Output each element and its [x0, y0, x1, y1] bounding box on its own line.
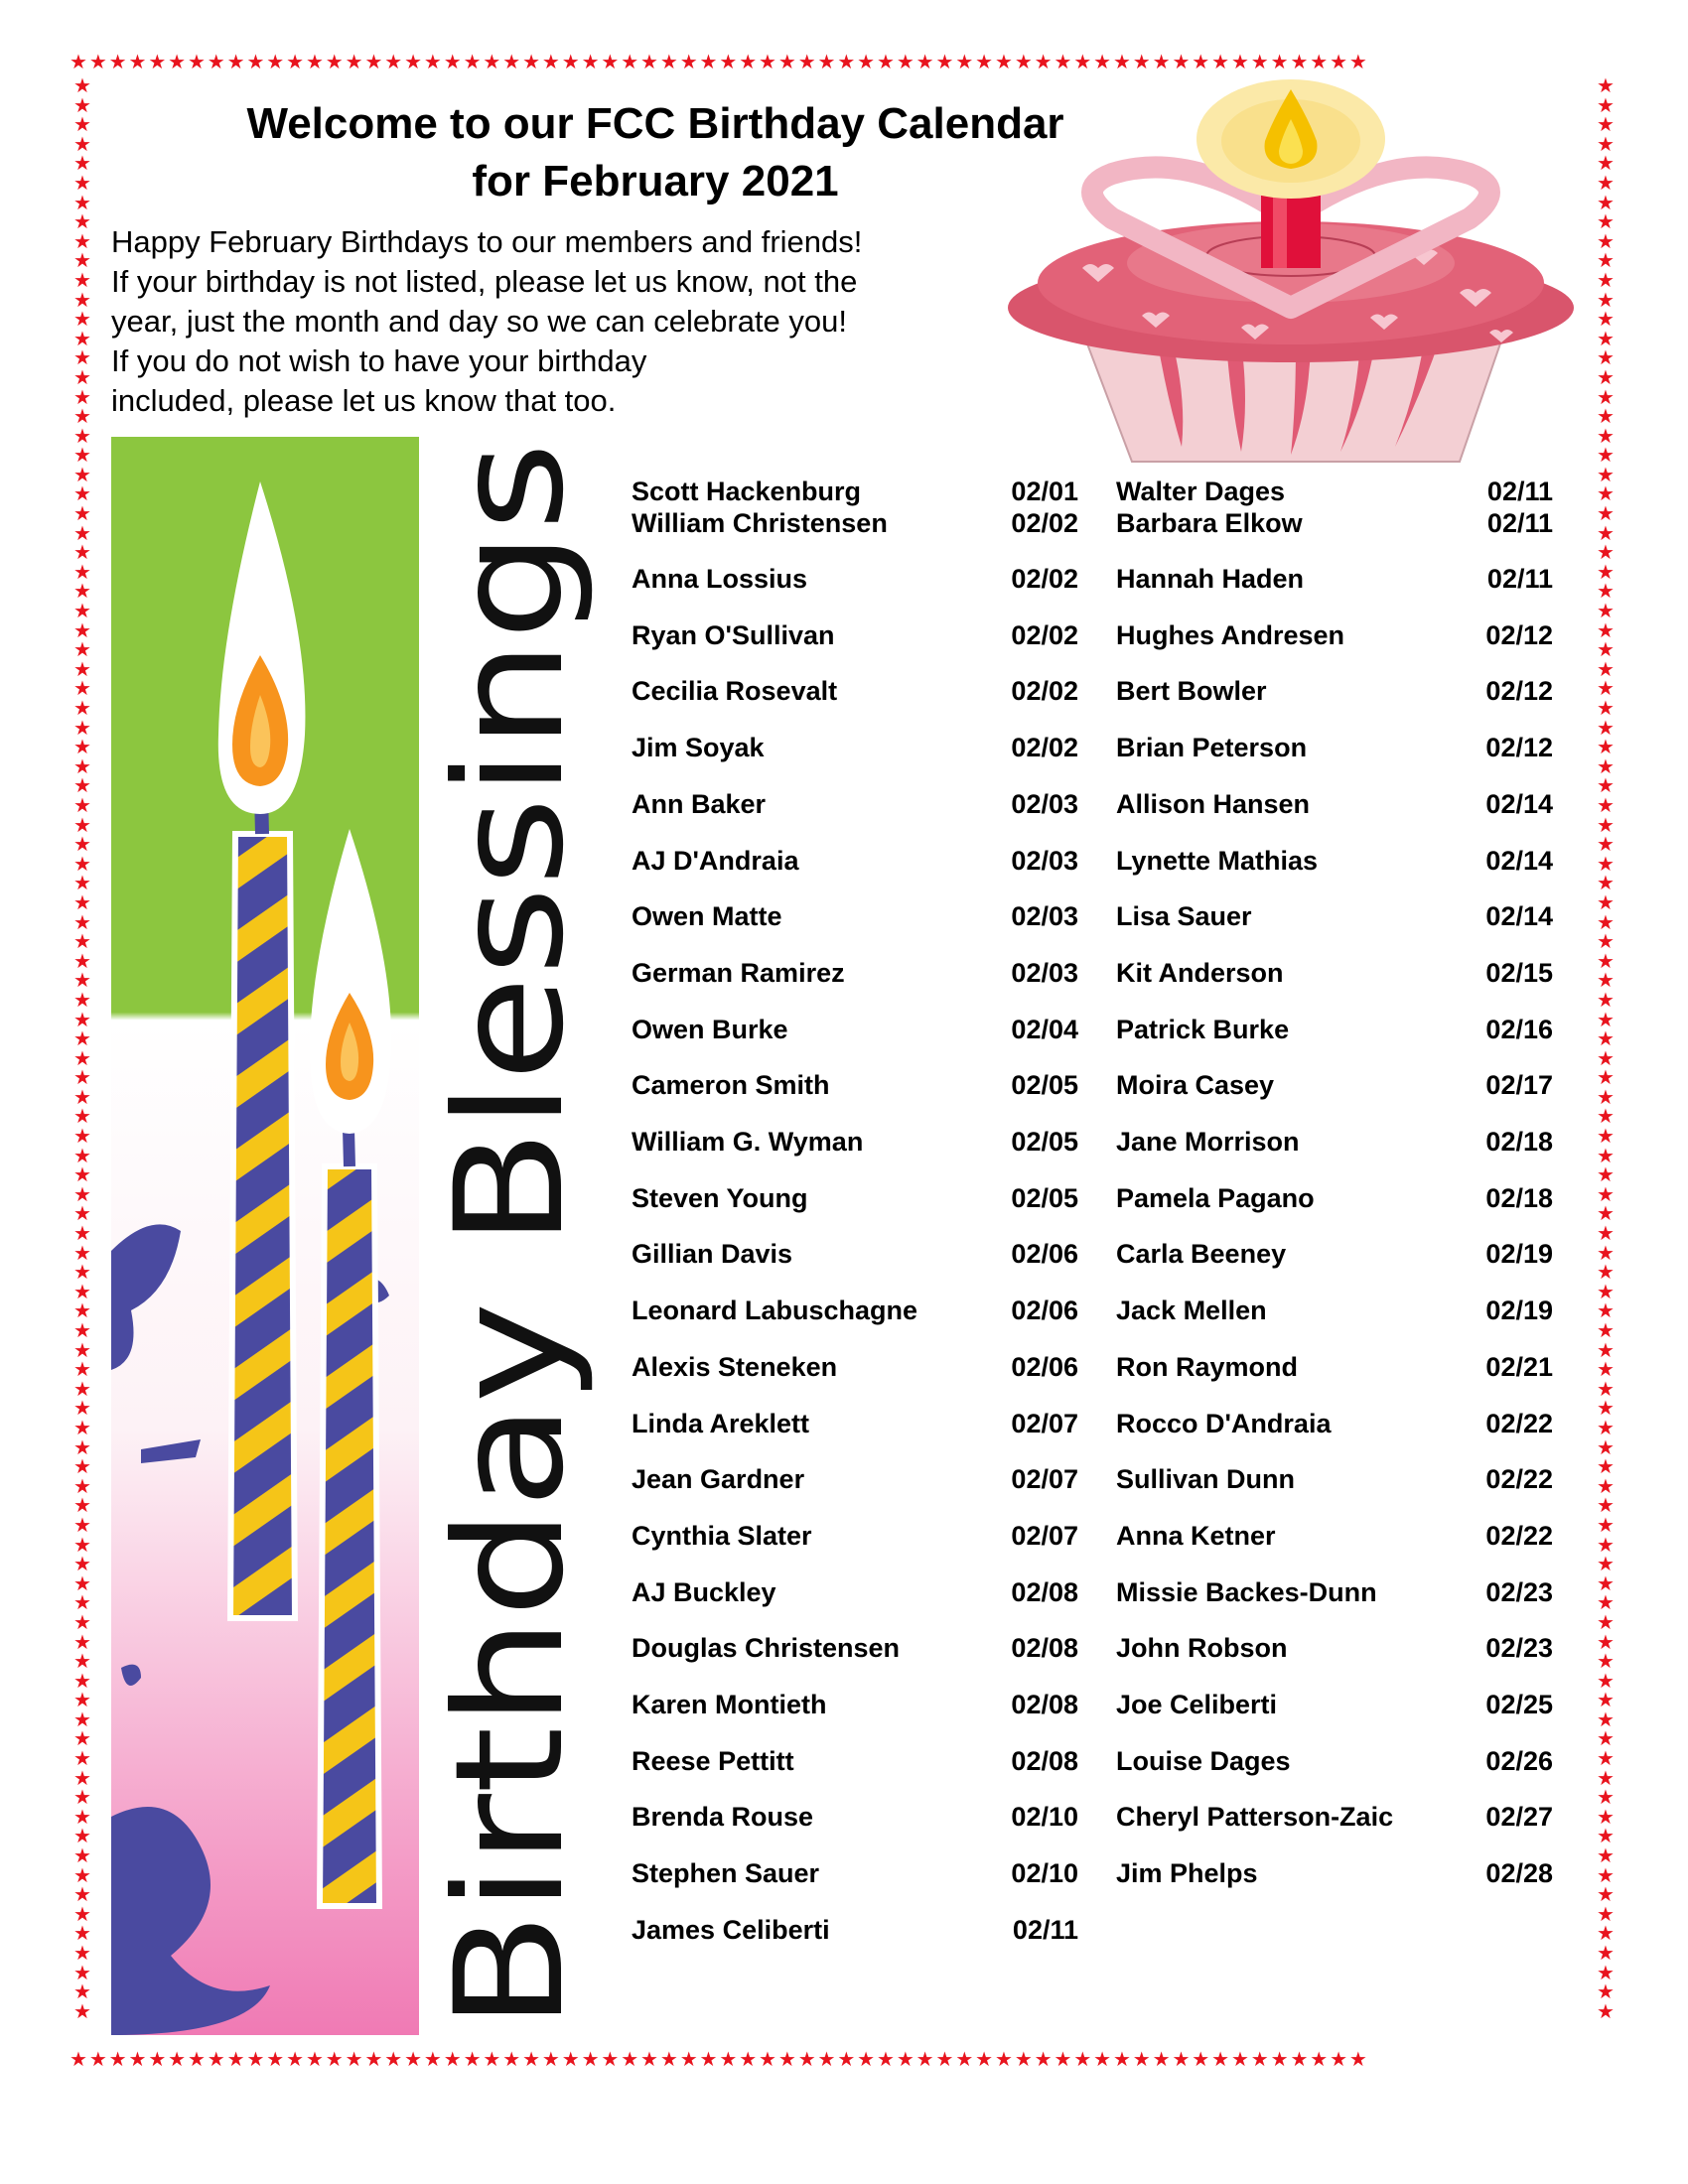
- member-name: Hannah Haden: [1116, 564, 1305, 594]
- title-line-1: Welcome to our FCC Birthday Calendar: [246, 99, 1064, 148]
- member-name: Ron Raymond: [1116, 1351, 1299, 1382]
- member-name: Reese Pettitt: [632, 1745, 794, 1776]
- birthday-entry: [632, 1744, 1078, 1778]
- birthday-entry: [632, 1350, 1078, 1384]
- member-name: Ann Baker: [632, 788, 767, 819]
- birthday-date: 02/05: [1011, 1127, 1078, 1157]
- birthday-date: 02/03: [1011, 957, 1078, 988]
- birthday-date: 02/06: [1011, 1351, 1078, 1382]
- birthday-date: 02/12: [1485, 619, 1553, 650]
- birthday-entry: [1116, 1068, 1553, 1102]
- birthday-date: 02/07: [1011, 1408, 1078, 1438]
- member-name: Kit Anderson: [1116, 957, 1284, 988]
- member-name: William G. Wyman: [632, 1127, 864, 1157]
- birthday-date: 02/06: [1011, 1239, 1078, 1270]
- birthday-date: 02/07: [1011, 1520, 1078, 1551]
- member-name: Linda Areklett: [632, 1408, 810, 1438]
- birthday-date: 02/02: [1011, 676, 1078, 707]
- birthday-entry: [1116, 1294, 1553, 1327]
- birthday-entry: [632, 1181, 1078, 1215]
- birthday-entry: [632, 475, 1078, 508]
- birthday-entry: [632, 674, 1078, 708]
- birthday-date: 02/22: [1485, 1408, 1553, 1438]
- birthday-entry: [632, 731, 1078, 764]
- birthday-entry: [632, 844, 1078, 878]
- birthday-entry: [1116, 1575, 1553, 1609]
- birthday-entry: [632, 1800, 1078, 1834]
- birthday-entry: [1116, 1462, 1553, 1496]
- birthday-date: 02/11: [1486, 477, 1553, 506]
- member-name: Barbara Elkow: [1116, 508, 1303, 538]
- birthday-entry: [632, 899, 1078, 933]
- member-name: Brenda Rouse: [632, 1802, 814, 1833]
- birthday-entry: [632, 1631, 1078, 1665]
- birthday-entry: [1116, 899, 1553, 933]
- member-name: Carla Beeney: [1116, 1239, 1287, 1270]
- member-name: Anna Ketner: [1116, 1520, 1276, 1551]
- birthday-entry: [632, 506, 1078, 540]
- member-name: Anna Lossius: [632, 564, 808, 594]
- birthday-entry: [1116, 1125, 1553, 1159]
- birthday-date: 02/14: [1485, 845, 1553, 876]
- birthday-entry: [632, 1519, 1078, 1553]
- birthday-entry: [1116, 1631, 1553, 1665]
- member-name: Joe Celiberti: [1116, 1690, 1278, 1719]
- birthday-entry: [632, 1407, 1078, 1440]
- birthday-date: 02/27: [1485, 1802, 1553, 1833]
- birthday-entry: [1116, 1013, 1553, 1046]
- member-name: William Christensen: [632, 508, 888, 538]
- star-border-left: ★ ★ ★ ★ ★ ★ ★ ★ ★ ★ ★ ★ ★ ★ ★ ★ ★ ★ ★ ★ ★ ★ ★ ★ ★ ★ ★ ★ ★ ★ ★ ★ ★ ★ ★ ★ ★ ★ ★ ★ ★ ★ ★ ★ ★ ★ ★ ★ ★ ★ ★ ★ ★ ★ ★ ★ ★ ★ ★ ★ ★ ★ ★ ★ ★ ★ ★ ★ ★ ★ ★ ★ ★ ★ ★ ★ ★ ★ ★ ★ ★ ★ ★ ★ ★ ★ ★ ★ ★ ★ ★ ★ ★ ★ ★ ★ ★ ★ ★ ★: [73, 75, 91, 2023]
- member-name: Bert Bowler: [1116, 676, 1267, 707]
- birthday-entry: [1116, 562, 1553, 596]
- birthday-entry: [632, 562, 1078, 596]
- birthday-entry: [632, 956, 1078, 990]
- birthday-date: 02/21: [1485, 1351, 1553, 1382]
- member-name: German Ramirez: [632, 957, 845, 988]
- birthday-entry: [632, 1068, 1078, 1102]
- birthday-entry: [1116, 1350, 1553, 1384]
- birthday-date: 02/06: [1011, 1296, 1078, 1326]
- member-name: John Robson: [1116, 1633, 1288, 1664]
- member-name: Hughes Andresen: [1116, 619, 1345, 650]
- member-name: Allison Hansen: [1116, 788, 1311, 819]
- member-name: Cameron Smith: [632, 1070, 830, 1101]
- intro-line-1: Happy February Birthdays to our members and friends!: [111, 224, 863, 259]
- birthday-entry: [1116, 618, 1553, 652]
- member-name: Owen Matte: [632, 901, 782, 932]
- birthday-date: 02/19: [1485, 1296, 1553, 1326]
- birthday-entry: [632, 1125, 1078, 1159]
- birthday-blessings-banner: [424, 437, 597, 2035]
- member-name: James Celiberti: [632, 1914, 830, 1945]
- birthday-entry: [632, 618, 1078, 652]
- member-name: Owen Burke: [632, 1014, 788, 1044]
- member-name: Moira Casey: [1116, 1070, 1275, 1101]
- member-name: Leonard Labuschagne: [632, 1296, 918, 1326]
- birthday-date: 02/16: [1485, 1014, 1553, 1044]
- member-name: Steven Young: [632, 1182, 808, 1213]
- birthday-date: 02/11: [1486, 508, 1553, 538]
- birthday-entry: [632, 1013, 1078, 1046]
- birthday-date: 02/15: [1485, 957, 1553, 988]
- birthday-entry: [632, 787, 1078, 821]
- birthday-date: 02/14: [1485, 901, 1553, 932]
- birthday-entry: [1116, 475, 1553, 508]
- birthday-entry: [1116, 1744, 1553, 1778]
- birthday-date: 02/23: [1485, 1633, 1553, 1664]
- member-name: AJ Buckley: [632, 1576, 776, 1607]
- birthday-entry: [632, 1688, 1078, 1721]
- member-name: Louise Dages: [1116, 1745, 1291, 1776]
- birthday-date: 02/05: [1011, 1182, 1078, 1213]
- birthday-date: 02/18: [1485, 1127, 1553, 1157]
- member-name: Stephen Sauer: [632, 1858, 820, 1889]
- member-name: Walter Dages: [1116, 477, 1286, 506]
- birthday-date: 02/23: [1485, 1576, 1553, 1607]
- birthday-date: 02/12: [1485, 676, 1553, 707]
- birthday-date: 02/01: [1011, 477, 1078, 506]
- birthday-date: 02/19: [1485, 1239, 1553, 1270]
- birthday-entry: [1116, 1856, 1553, 1890]
- star-border-top: ★★★★★★★★★★★★★★★★★★★★★★★★★★★★★★★★★★★★★★★★★★★★★★★★★★★★★★★★★★★★★★★★★★: [70, 52, 1369, 73]
- member-name: Douglas Christensen: [632, 1633, 901, 1664]
- birthday-date: 02/18: [1485, 1182, 1553, 1213]
- member-name: Scott Hackenburg: [632, 477, 862, 506]
- birthday-date: 02/04: [1011, 1014, 1078, 1044]
- member-name: Cecilia Rosevalt: [632, 676, 838, 707]
- birthday-date: 02/08: [1011, 1745, 1078, 1776]
- birthday-entry: [632, 1294, 1078, 1327]
- intro-text: [111, 222, 965, 421]
- intro-line-3: year, just the month and day so we can celebrate you!: [111, 304, 848, 339]
- member-name: Jack Mellen: [1116, 1296, 1267, 1326]
- birthday-date: 02/26: [1485, 1745, 1553, 1776]
- birthday-entry: [1116, 787, 1553, 821]
- birthday-entry: [1116, 506, 1553, 540]
- birthday-date: 02/10: [1011, 1858, 1078, 1889]
- birthday-date: 02/12: [1485, 733, 1553, 763]
- birthday-date: 02/08: [1011, 1576, 1078, 1607]
- member-name: Jim Phelps: [1116, 1858, 1258, 1889]
- birthday-date: 02/02: [1011, 564, 1078, 594]
- star-border-bottom: ★★★★★★★★★★★★★★★★★★★★★★★★★★★★★★★★★★★★★★★★★★★★★★★★★★★★★★★★★★★★★★★★★★: [70, 2049, 1369, 2071]
- birthday-entry: [1116, 1181, 1553, 1215]
- birthday-entry: [1116, 1519, 1553, 1553]
- birthday-entry: [1116, 674, 1553, 708]
- member-name: Ryan O'Sullivan: [632, 619, 835, 650]
- birthday-date: 02/07: [1011, 1464, 1078, 1495]
- birthday-entry: [632, 1462, 1078, 1496]
- birthday-entry: [1116, 1688, 1553, 1721]
- member-name: Sullivan Dunn: [1116, 1464, 1296, 1495]
- member-name: Gillian Davis: [632, 1239, 793, 1270]
- birthday-date: 02/14: [1485, 788, 1553, 819]
- member-name: Jim Soyak: [632, 733, 765, 763]
- member-name: Pamela Pagano: [1116, 1182, 1315, 1213]
- birthday-date: 02/02: [1011, 619, 1078, 650]
- member-name: Jane Morrison: [1116, 1127, 1300, 1157]
- star-border-right: ★ ★ ★ ★ ★ ★ ★ ★ ★ ★ ★ ★ ★ ★ ★ ★ ★ ★ ★ ★ ★ ★ ★ ★ ★ ★ ★ ★ ★ ★ ★ ★ ★ ★ ★ ★ ★ ★ ★ ★ ★ ★ ★ ★ ★ ★ ★ ★ ★ ★ ★ ★ ★ ★ ★ ★ ★ ★ ★ ★ ★ ★ ★ ★ ★ ★ ★ ★ ★ ★ ★ ★ ★ ★ ★ ★ ★ ★ ★ ★ ★ ★ ★ ★ ★ ★ ★ ★ ★ ★ ★ ★ ★ ★ ★ ★ ★ ★ ★ ★: [1597, 75, 1615, 2023]
- birthday-date: 02/02: [1011, 733, 1078, 763]
- birthday-date: 02/02: [1011, 508, 1078, 538]
- birthday-date: 02/10: [1011, 1802, 1078, 1833]
- birthday-date: 02/03: [1011, 788, 1078, 819]
- birthday-entry: [1116, 956, 1553, 990]
- member-name: Jean Gardner: [632, 1464, 805, 1495]
- birthday-entry: [1116, 1800, 1553, 1834]
- cupcake-icon: [993, 79, 1579, 481]
- birthday-date: 02/22: [1485, 1464, 1553, 1495]
- birthday-date: 02/03: [1011, 845, 1078, 876]
- birthday-candles-icon: [111, 437, 419, 2040]
- birthday-date: 02/08: [1011, 1690, 1078, 1719]
- member-name: Karen Montieth: [632, 1690, 827, 1719]
- birthday-date: 02/11: [1012, 1914, 1078, 1945]
- intro-line-2: If your birthday is not listed, please let us know, not the: [111, 264, 858, 299]
- birthday-entry: [1116, 1407, 1553, 1440]
- birthday-entry: [1116, 844, 1553, 878]
- birthday-entry: [632, 1913, 1078, 1947]
- member-name: Alexis Steneken: [632, 1351, 838, 1382]
- birthday-date: 02/22: [1485, 1520, 1553, 1551]
- birthday-date: 02/17: [1485, 1070, 1553, 1101]
- birthday-date: 02/03: [1011, 901, 1078, 932]
- member-name: Cheryl Patterson-Zaic: [1116, 1802, 1394, 1833]
- birthday-entry: [1116, 1237, 1553, 1271]
- birthday-entry: [632, 1237, 1078, 1271]
- birthday-date: 02/28: [1485, 1858, 1553, 1889]
- member-name: Brian Peterson: [1116, 733, 1308, 763]
- birthday-date: 02/11: [1486, 564, 1553, 594]
- banner-text: Birthday Blessings: [424, 653, 597, 2030]
- member-name: Patrick Burke: [1116, 1014, 1290, 1044]
- member-name: Missie Backes-Dunn: [1116, 1576, 1377, 1607]
- member-name: Lynette Mathias: [1116, 845, 1319, 876]
- member-name: AJ D'Andraia: [632, 845, 799, 876]
- intro-line-4: If you do not wish to have your birthday: [111, 343, 647, 378]
- member-name: Lisa Sauer: [1116, 901, 1252, 932]
- birthday-date: 02/08: [1011, 1633, 1078, 1664]
- member-name: Cynthia Slater: [632, 1520, 812, 1551]
- birthday-date: 02/05: [1011, 1070, 1078, 1101]
- member-name: Rocco D'Andraia: [1116, 1408, 1332, 1438]
- title-line-2: for February 2021: [472, 157, 839, 205]
- birthday-entry: [1116, 731, 1553, 764]
- birthday-entry: [632, 1575, 1078, 1609]
- birthday-entry: [632, 1856, 1078, 1890]
- birthday-date: 02/25: [1485, 1690, 1553, 1719]
- intro-line-5: included, please let us know that too.: [111, 383, 617, 418]
